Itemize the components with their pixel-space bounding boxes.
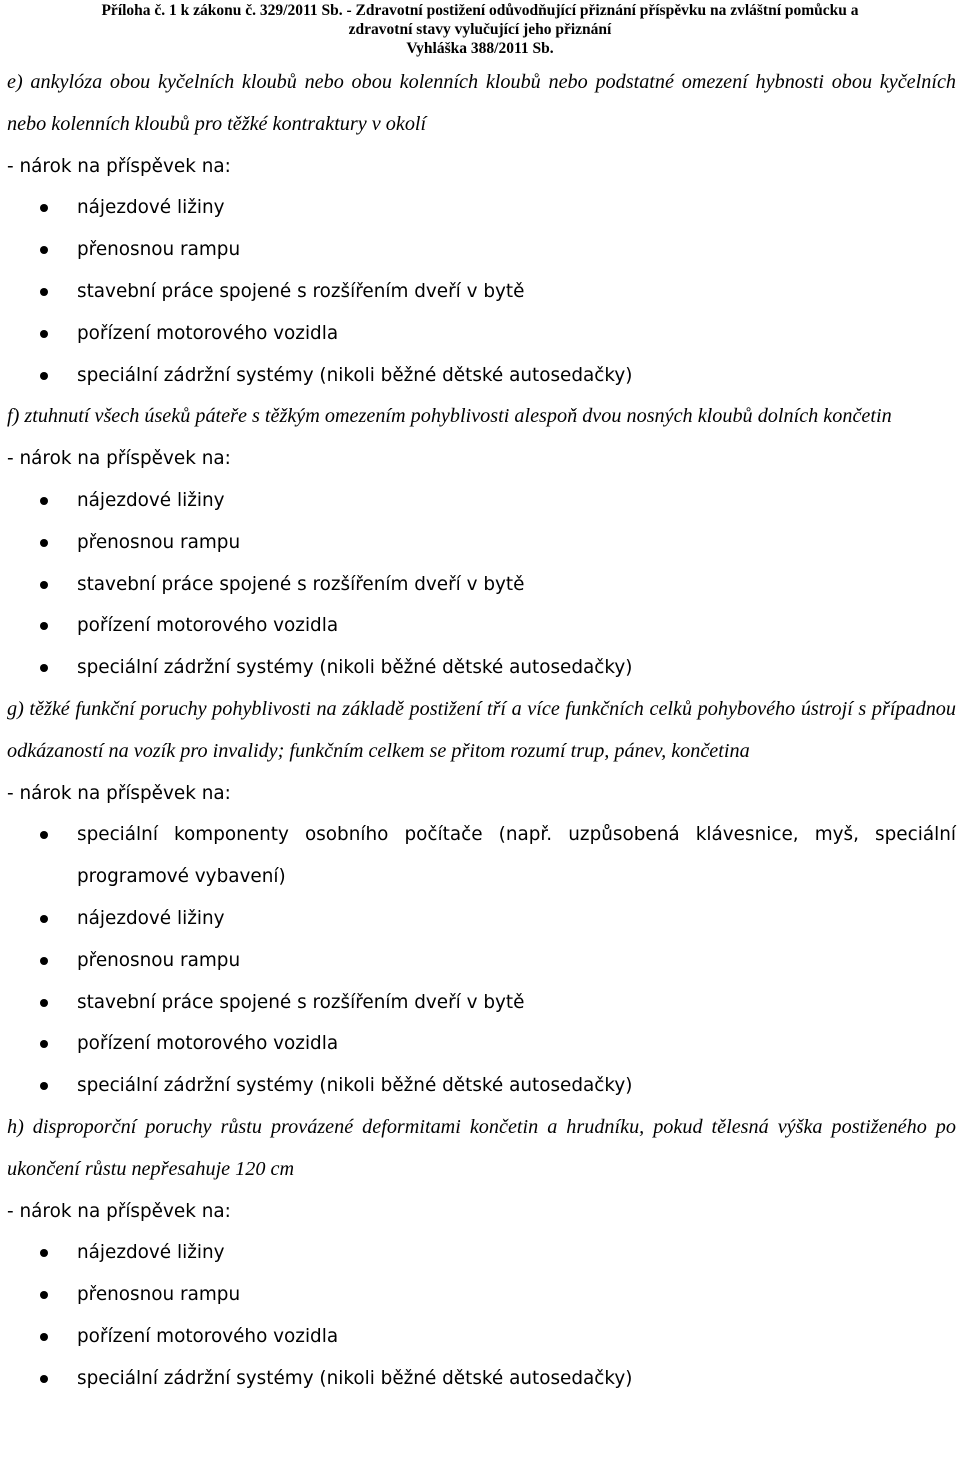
- list-item: [7, 814, 956, 898]
- list-item-text: speciální zádržní systémy (nikoli běžné dětské autosedačky): [77, 1075, 633, 1097]
- aid-list: [7, 187, 956, 396]
- list-item: [7, 1358, 956, 1400]
- bullet-icon: [40, 581, 48, 589]
- list-item-text: speciální zádržní systémy (nikoli běžné dětské autosedačky): [77, 364, 633, 386]
- bullet-icon: [40, 330, 48, 338]
- list-item: [7, 1065, 956, 1107]
- bullet-icon: [40, 204, 48, 212]
- bullet-icon: [40, 288, 48, 296]
- list-item-text: speciální zádržní systémy (nikoli běžné dětské autosedačky): [77, 1367, 633, 1389]
- section-heading: h) disproporční poruchy růstu provázené deformitami končetin a hrudníku, pokud tělesná výška postiženého po ukončení růstu nepřesahuje 120 cm: [7, 1115, 956, 1180]
- list-item: [7, 564, 956, 606]
- list-item: [7, 605, 956, 647]
- header-line-2: zdravotní stavy vylučující jeho přiznání: [348, 21, 612, 38]
- section-g: [7, 689, 956, 1107]
- list-item-text: přenosnou rampu: [77, 239, 241, 261]
- header-line-3: Vyhláška 388/2011 Sb.: [406, 40, 554, 57]
- section-heading: f) ztuhnutí všech úseků páteře s těžkým omezením pohyblivosti alespoň dvou nosných kloubů dolních končetin: [7, 405, 892, 428]
- list-item-text: nájezdové ližiny: [77, 907, 225, 929]
- list-item-text: speciální zádržní systémy (nikoli běžné dětské autosedačky): [77, 657, 633, 679]
- list-item: [7, 940, 956, 982]
- bullet-icon: [40, 957, 48, 965]
- list-item: [7, 982, 956, 1024]
- list-item: [7, 898, 956, 940]
- section-heading: e) ankylóza obou kyčelních kloubů nebo obou kolenních kloubů nebo podstatné omezení hybnosti obou kyčelních nebo kolenních kloubů pro těžké kontraktury v okolí: [7, 71, 956, 135]
- claim-label: - nárok na příspěvek na:: [7, 155, 231, 177]
- bullet-icon: [40, 831, 48, 839]
- list-item: [7, 1023, 956, 1065]
- list-item-text: nájezdové ližiny: [77, 197, 225, 219]
- section-heading: g) těžké funkční poruchy pohyblivosti na základě postižení tří a více funkčních celků pohybového ústrojí s případnou odkázaností na vozík pro invalidy; funkčním celkem se přitom rozumí trup, pánev, končetina: [7, 697, 956, 762]
- list-item: [7, 480, 956, 522]
- bullet-icon: [40, 539, 48, 547]
- section-e: [7, 62, 956, 396]
- list-item: [7, 522, 956, 564]
- bullet-icon: [40, 915, 48, 923]
- list-item-text: stavební práce spojené s rozšířením dveří v bytě: [77, 991, 525, 1013]
- list-item-text: stavební práce spojené s rozšířením dveří v bytě: [77, 280, 525, 302]
- list-item: [7, 647, 956, 689]
- list-item: [7, 187, 956, 229]
- bullet-icon: [40, 1082, 48, 1090]
- section-f: [7, 396, 956, 689]
- aid-list: [7, 1232, 956, 1399]
- list-item-text: stavební práce spojené s rozšířením dveří v bytě: [77, 573, 525, 595]
- list-item-text: nájezdové ližiny: [77, 489, 225, 511]
- bullet-icon: [40, 999, 48, 1007]
- list-item: [7, 229, 956, 271]
- bullet-icon: [40, 1375, 48, 1383]
- aid-list: [7, 480, 956, 689]
- list-item: [7, 1232, 956, 1274]
- list-item-text: speciální komponenty osobního počítače (např. uzpůsobená klávesnice, myš, speciální programové vybavení): [77, 824, 956, 888]
- list-item-text: přenosnou rampu: [77, 531, 241, 553]
- list-item: [7, 271, 956, 313]
- aid-list: [7, 814, 956, 1107]
- section-h: [7, 1107, 956, 1400]
- header-line-1: Příloha č. 1 k zákonu č. 329/2011 Sb. - Zdravotní postižení odůvodňující přiznání příspěvku na zvláštní pomůcku a: [101, 2, 859, 19]
- bullet-icon: [40, 246, 48, 254]
- list-item-text: nájezdové ližiny: [77, 1242, 225, 1264]
- list-item-text: pořízení motorového vozidla: [77, 615, 339, 637]
- claim-label: - nárok na příspěvek na:: [7, 782, 231, 804]
- bullet-icon: [40, 664, 48, 672]
- list-item-text: přenosnou rampu: [77, 949, 241, 971]
- bullet-icon: [40, 1333, 48, 1341]
- page-header: [0, 0, 960, 58]
- document-body: [7, 62, 956, 1400]
- bullet-icon: [40, 372, 48, 380]
- list-item: [7, 313, 956, 355]
- list-item-text: pořízení motorového vozidla: [77, 1033, 339, 1055]
- bullet-icon: [40, 497, 48, 505]
- list-item: [7, 1316, 956, 1358]
- bullet-icon: [40, 622, 48, 630]
- bullet-icon: [40, 1291, 48, 1299]
- claim-label: - nárok na příspěvek na:: [7, 448, 231, 470]
- bullet-icon: [40, 1040, 48, 1048]
- list-item: [7, 355, 956, 397]
- list-item: [7, 1274, 956, 1316]
- claim-label: - nárok na příspěvek na:: [7, 1200, 231, 1222]
- list-item-text: pořízení motorového vozidla: [77, 1325, 339, 1347]
- bullet-icon: [40, 1249, 48, 1257]
- list-item-text: přenosnou rampu: [77, 1284, 241, 1306]
- list-item-text: pořízení motorového vozidla: [77, 322, 339, 344]
